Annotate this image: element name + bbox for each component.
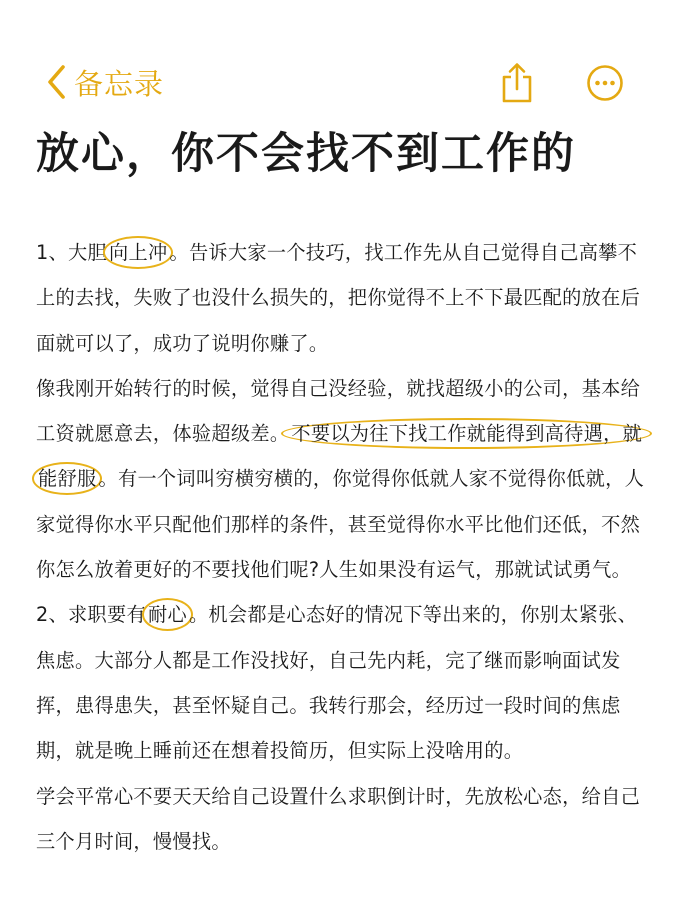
back-button[interactable]	[46, 62, 164, 102]
note-body[interactable]	[36, 230, 660, 864]
circled-phrase: 能舒服	[32, 462, 102, 495]
text-segment: 。有一个词叫穷横穷横的，你觉得你低就人家不觉得你低就，人	[98, 467, 645, 491]
text-line	[36, 592, 660, 637]
note-paragraph-1	[36, 230, 660, 366]
circled-phrase: 耐心	[142, 598, 193, 631]
text-line: 家觉得你水平只配他们那样的条件，甚至觉得你水平比他们还低，不然	[36, 512, 641, 536]
text-line	[36, 411, 660, 456]
circled-phrase: 向上冲	[103, 236, 173, 269]
text-segment: 1、大胆	[36, 241, 107, 264]
share-button[interactable]	[500, 62, 534, 104]
text-line	[36, 230, 660, 275]
more-button[interactable]	[586, 64, 624, 102]
text-line: 你怎么放着更好的不要找他们呢?人生如果没有运气，那就试试勇气。	[36, 558, 632, 582]
text-line: 面就可以了，成功了说明你赚了。	[36, 331, 329, 355]
text-segment: 工资就愿意去，体验超级差。	[36, 422, 290, 446]
text-segment: 2、求职要有	[36, 603, 146, 627]
text-line: 挥，患得患失，甚至怀疑自己。我转行那会，经历过一段时间的焦虑	[36, 693, 621, 717]
chevron-left-icon	[46, 64, 66, 100]
text-line	[36, 456, 660, 501]
text-line: 学会平常心不要天天给自己设置什么求职倒计时，先放松心态，给自己	[36, 784, 641, 808]
note-paragraph-4	[36, 774, 660, 865]
text-line: 上的去找，失败了也没什么损失的，把你觉得不上不下最匹配的放在后	[36, 286, 641, 310]
note-paragraph-2	[36, 366, 660, 592]
text-segment: 。机会都是心态好的情况下等出来的，你别太紧张、	[188, 603, 638, 627]
text-segment: 。告诉大家一个技巧，找工作先从自己觉得自己高攀不	[169, 241, 638, 264]
notes-navigation-bar	[0, 0, 690, 130]
note-paragraph-3	[36, 592, 660, 773]
text-line: 焦虑。大部分人都是工作没找好，自己先内耗，完了继而影响面试发	[36, 648, 621, 672]
ellipsis-circle-icon	[586, 87, 624, 106]
circled-phrase: 不要以为往下找工作就能得到高待遇，就	[281, 418, 652, 449]
back-label: 备忘录	[74, 66, 165, 101]
note-title: 放心，你不会找不到工作的	[36, 129, 576, 179]
share-icon	[500, 89, 534, 108]
text-line: 期，就是晚上睡前还在想着投简历，但实际上没啥用的。	[36, 739, 524, 763]
text-line: 三个月时间，慢慢找。	[36, 829, 231, 853]
text-line: 像我刚开始转行的时候，觉得自己没经验，就找超级小的公司，基本给	[36, 376, 641, 400]
